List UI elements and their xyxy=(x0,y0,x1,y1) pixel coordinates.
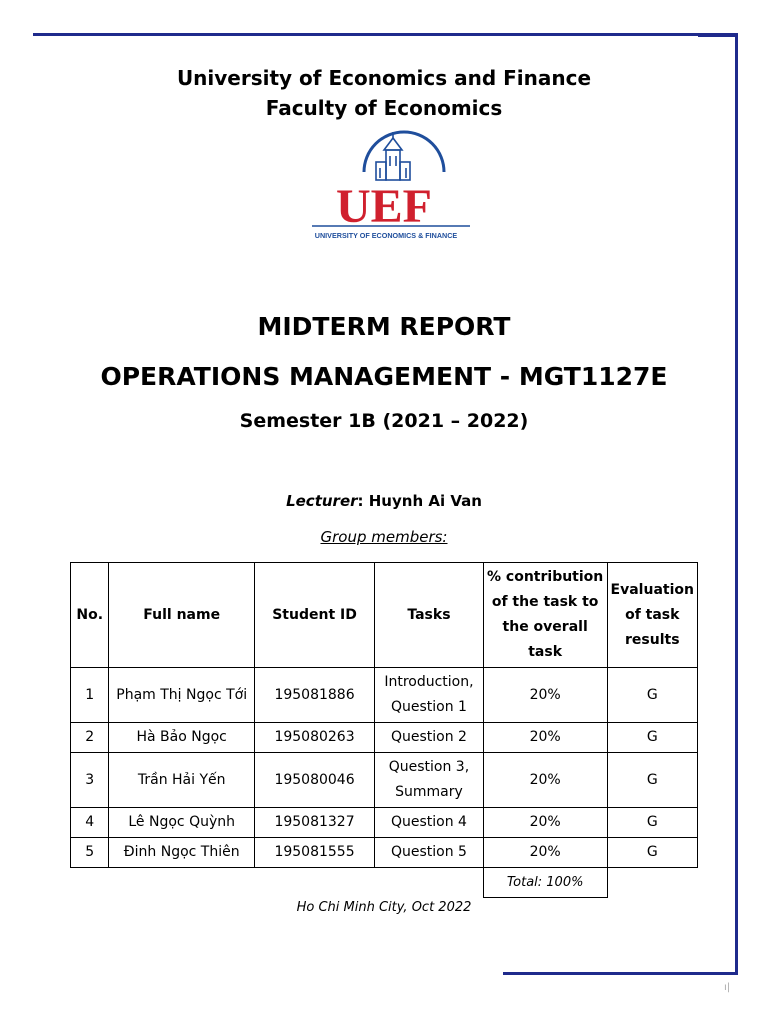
cell-id: 195080046 xyxy=(254,753,374,808)
header-full-name: Full name xyxy=(109,563,254,668)
lecturer-name: : Huynh Ai Van xyxy=(357,492,482,510)
table-row xyxy=(71,668,698,723)
cell-no: 3 xyxy=(71,753,109,808)
faculty-name: Faculty of Economics xyxy=(265,96,503,120)
page-border-bottom xyxy=(503,972,738,975)
table-row xyxy=(71,808,698,838)
cell-pct: 20% xyxy=(483,668,607,723)
header-contribution: % contribution of the task to the overall task xyxy=(483,563,607,668)
cell-no: 1 xyxy=(71,668,109,723)
cell-id: 195080263 xyxy=(254,723,374,753)
total-blank xyxy=(607,868,697,898)
cell-name: Đinh Ngọc Thiên xyxy=(109,838,254,868)
header-student-id: Student ID xyxy=(254,563,374,668)
cell-pct: 20% xyxy=(483,723,607,753)
cell-name: Trần Hải Yến xyxy=(109,753,254,808)
lecturer-line xyxy=(0,492,768,510)
cell-task: Question 5 xyxy=(375,838,484,868)
table-row xyxy=(71,838,698,868)
cell-pct: 20% xyxy=(483,753,607,808)
group-members-label: Group members: xyxy=(320,528,448,546)
cell-pct: 20% xyxy=(483,838,607,868)
cell-no: 5 xyxy=(71,838,109,868)
cell-name: Phạm Thị Ngọc Tới xyxy=(109,668,254,723)
cell-eval: G xyxy=(607,723,697,753)
page-border-top xyxy=(33,33,738,36)
page-number: ı| xyxy=(724,982,731,993)
cell-pct: 20% xyxy=(483,808,607,838)
header-tasks: Tasks xyxy=(375,563,484,668)
cell-task: Question 4 xyxy=(375,808,484,838)
table-header-row xyxy=(71,563,698,668)
logo-subtitle: UNIVERSITY OF ECONOMICS & FINANCE xyxy=(314,231,458,240)
total-row xyxy=(71,868,698,898)
cell-task: Question 2 xyxy=(375,723,484,753)
header-evaluation: Evaluation of task results xyxy=(607,563,697,668)
cell-id: 195081886 xyxy=(254,668,374,723)
cell-task: Question 3, Summary xyxy=(375,753,484,808)
header-no: No. xyxy=(71,563,109,668)
cell-task: Introduction, Question 1 xyxy=(375,668,484,723)
place-date: Ho Chi Minh City, Oct 2022 xyxy=(296,900,472,915)
cell-eval: G xyxy=(607,668,697,723)
report-title: MIDTERM REPORT xyxy=(257,312,511,341)
table-row xyxy=(71,753,698,808)
cell-no: 2 xyxy=(71,723,109,753)
logo-wordmark: UEF xyxy=(336,180,432,233)
cell-name: Hà Bảo Ngọc xyxy=(109,723,254,753)
cell-id: 195081327 xyxy=(254,808,374,838)
cell-eval: G xyxy=(607,838,697,868)
cell-eval: G xyxy=(607,753,697,808)
total-cell: Total: 100% xyxy=(483,868,607,898)
semester: Semester 1B (2021 – 2022) xyxy=(239,410,529,432)
course-title: OPERATIONS MANAGEMENT - MGT1127E xyxy=(100,362,668,391)
university-name: University of Economics and Finance xyxy=(176,66,592,90)
cell-name: Lê Ngọc Quỳnh xyxy=(109,808,254,838)
uef-logo xyxy=(306,126,476,246)
lecturer-label: Lecturer xyxy=(286,492,358,510)
members-table xyxy=(70,562,698,898)
total-spacer xyxy=(71,868,484,898)
cell-eval: G xyxy=(607,808,697,838)
cell-id: 195081555 xyxy=(254,838,374,868)
table-row xyxy=(71,723,698,753)
page-border-corner xyxy=(698,33,738,37)
cell-no: 4 xyxy=(71,808,109,838)
